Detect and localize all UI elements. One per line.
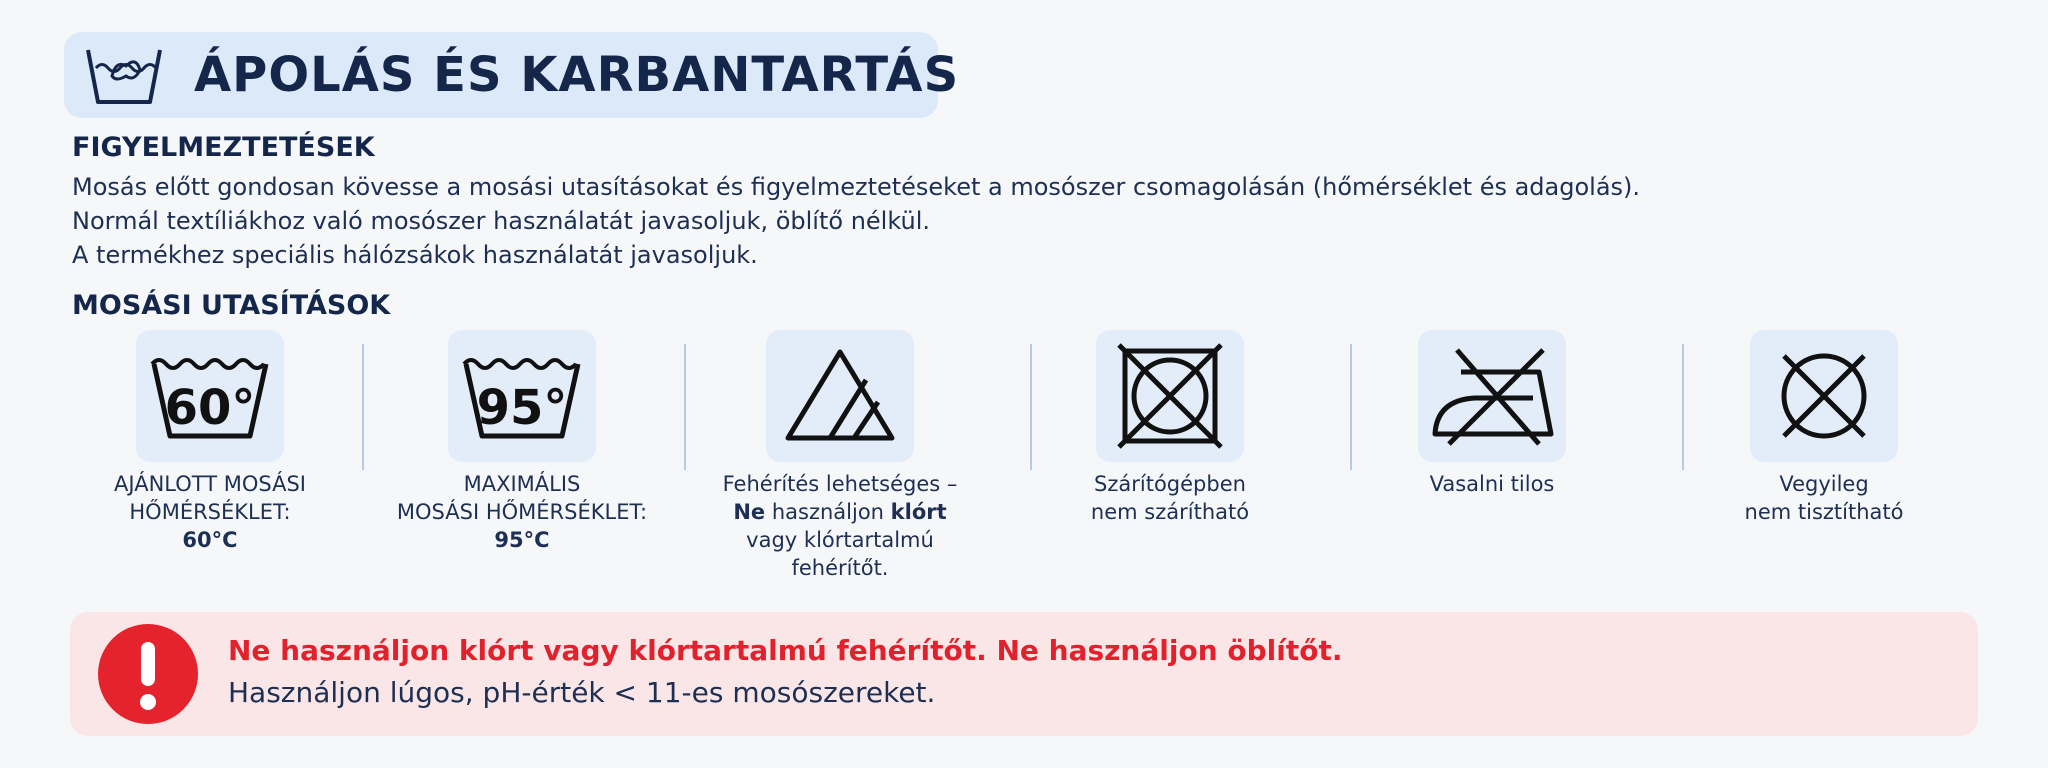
icon-tile <box>448 330 596 462</box>
caption-bold: 60°C <box>182 528 238 552</box>
caption-line: Fehérítés lehetséges – <box>722 472 958 496</box>
alert-title: Ne használjon klórt vagy klórtartalmú fehérítőt. Ne használjon öblítőt. <box>228 634 1343 667</box>
warning-line: Normál textíliákhoz való mosószer használatát javasoljuk, öblítő nélkül. <box>72 207 930 235</box>
caption-line: Szárítógépben <box>1094 472 1246 496</box>
caption-line: vagy klórtartalmú <box>746 528 934 552</box>
caption-line: nem szárítható <box>1090 500 1250 524</box>
care-caption <box>1020 470 1320 526</box>
icon-tile <box>766 330 914 462</box>
caption-text: használjon <box>765 500 891 524</box>
caption-line <box>690 498 990 526</box>
care-caption <box>372 470 672 554</box>
wash-temp-label: 95° <box>476 380 568 436</box>
caption-bold: 95°C <box>494 528 550 552</box>
hand-wash-basin-icon <box>84 42 164 108</box>
care-caption <box>690 470 990 582</box>
care-caption <box>1342 470 1642 498</box>
page-title: ÁPOLÁS ÉS KARBANTARTÁS <box>194 47 960 103</box>
care-caption <box>60 470 360 554</box>
caption-line: MOSÁSI HŐMÉRSÉKLET: <box>396 500 648 524</box>
divider <box>362 344 364 470</box>
care-item-no-dry-clean <box>1674 330 1974 526</box>
wash-95-icon <box>460 348 584 444</box>
icon-tile <box>1096 330 1244 462</box>
wash-60-icon <box>148 348 272 444</box>
caption-line: AJÁNLOTT MOSÁSI <box>114 472 306 496</box>
care-item-no-iron <box>1342 330 1642 498</box>
exclamation-icon <box>98 624 198 724</box>
care-item-bleach <box>690 330 990 582</box>
caption-bold: Ne <box>733 500 766 524</box>
section-header <box>64 32 960 118</box>
caption-line: HŐMÉRSÉKLET: <box>129 500 291 524</box>
divider <box>684 344 686 470</box>
alert-banner <box>70 612 1978 736</box>
caption-bold: klórt <box>890 500 947 524</box>
no-dry-clean-icon <box>1774 346 1874 446</box>
caption-line: MAXIMÁLIS <box>463 472 581 496</box>
instructions-heading: MOSÁSI UTASÍTÁSOK <box>72 290 391 321</box>
warning-line: A termékhez speciális hálózsákok használatát javasoljuk. <box>72 241 758 269</box>
care-item-wash-95 <box>372 330 672 554</box>
icon-tile <box>1750 330 1898 462</box>
no-tumble-dry-icon <box>1115 341 1225 451</box>
care-caption <box>1674 470 1974 526</box>
warning-line: Mosás előtt gondosan kövesse a mosási utasításokat és figyelmeztetéseket a mosószer csomagolásán (hőmérséklet és adagolás). <box>72 173 1641 201</box>
warnings-text <box>72 170 1640 272</box>
care-item-wash-60 <box>60 330 360 554</box>
icon-tile <box>136 330 284 462</box>
caption-line: Vegyileg <box>1779 472 1869 496</box>
caption-line: nem tisztítható <box>1744 500 1904 524</box>
caption-line: fehérítőt. <box>791 556 889 580</box>
icon-tile <box>1418 330 1566 462</box>
caption-line: Vasalni tilos <box>1429 472 1555 496</box>
no-iron-icon <box>1427 344 1557 448</box>
warnings-heading: FIGYELMEZTETÉSEK <box>72 132 375 163</box>
alert-text: Használjon lúgos, pH-érték < 11-es mosószereket. <box>228 676 936 709</box>
wash-temp-label: 60° <box>164 380 256 436</box>
bleach-non-chlorine-icon <box>780 346 900 446</box>
care-item-no-tumble-dry <box>1020 330 1320 526</box>
